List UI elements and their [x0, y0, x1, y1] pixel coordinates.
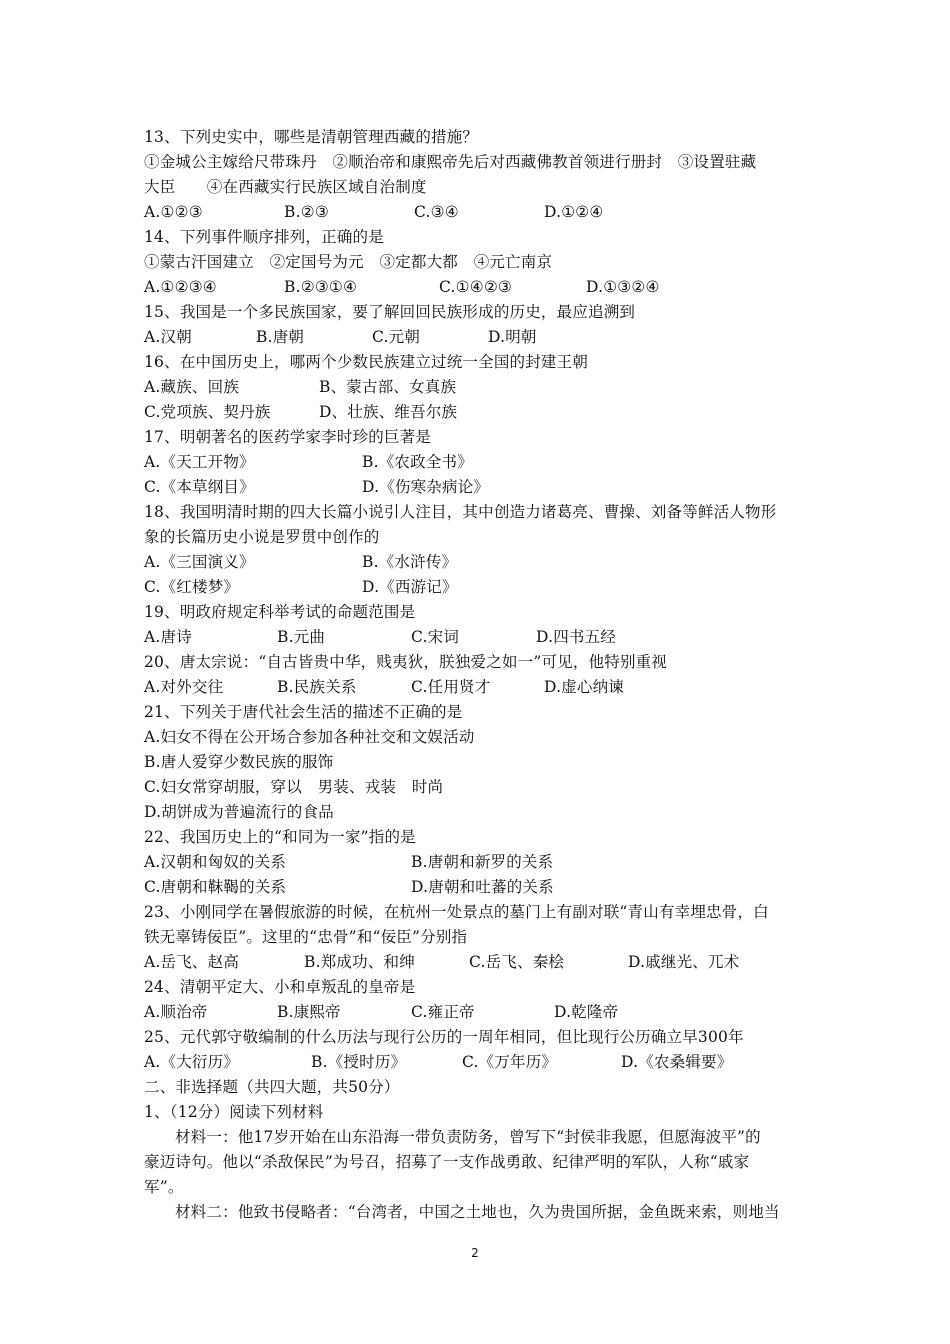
option-b: B.《授时历》 [311, 1053, 407, 1071]
question-19-options [144, 625, 814, 650]
option-a: A.汉朝 [144, 328, 192, 346]
option-b: B.元曲 [277, 628, 326, 646]
option-d: D.虚心纳谏 [544, 678, 625, 696]
option-a: A.《大衍历》 [144, 1053, 240, 1071]
question-18-options-row1 [144, 550, 814, 575]
option-b: B.唐人爱穿少数民族的服饰 [144, 753, 334, 771]
question-16-options-row2 [144, 400, 814, 425]
option-a: A.①②③ [144, 203, 203, 221]
option-b: B.康熙帝 [277, 1003, 341, 1021]
question-23-stem: 23、小刚同学在暑假旅游的时候，在杭州一处景点的墓门上有副对联“青山有幸埋忠骨，白 [144, 903, 769, 921]
option-a: A.岳飞、赵高 [144, 953, 240, 971]
question-22-options-row2 [144, 875, 814, 900]
question-24-options [144, 1000, 814, 1025]
option-a: A.顺治帝 [144, 1003, 208, 1021]
question-19-stem: 19、明政府规定科举考试的命题范围是 [144, 603, 416, 621]
option-c: C.①④②③ [439, 278, 513, 296]
option-b: B.唐朝和新罗的关系 [411, 853, 554, 871]
option-a: A.妇女不得在公开场合参加各种社交和文娱活动 [144, 728, 475, 746]
option-b: B.②③①④ [284, 278, 358, 296]
question-14-items: ①蒙古汗国建立 ②定国号为元 ③定都大都 ④元亡南京 [144, 253, 553, 271]
option-a: A.唐诗 [144, 628, 192, 646]
question-15-stem: 15、我国是一个多民族国家，要了解回回民族形成的历史，最应追溯到 [144, 303, 636, 321]
page-content [144, 125, 814, 1225]
option-d: D.胡饼成为普遍流行的食品 [144, 803, 334, 821]
option-d: D.乾隆帝 [554, 1003, 619, 1021]
page-number: 2 [471, 1246, 479, 1260]
option-b: B.唐朝 [256, 328, 305, 346]
question-13-items: ①金城公主嫁给尺带珠丹 ②顺治帝和康熙帝先后对西藏佛教首领进行册封 ③设置驻藏 [144, 153, 757, 171]
option-d: D.①③②④ [586, 278, 660, 296]
question-17-options-row2 [144, 475, 814, 500]
option-a: A.《三国演义》 [144, 553, 255, 571]
question-1-title: 1、（12分）阅读下列材料 [144, 1103, 324, 1121]
option-b: B.民族关系 [277, 678, 357, 696]
option-d: D.《伤寒杂病论》 [362, 478, 490, 496]
option-d: D.《农桑辑要》 [621, 1053, 733, 1071]
option-c: C.③④ [414, 203, 459, 221]
option-a: A.《天工开物》 [144, 453, 255, 471]
option-a: A.藏族、回族 [144, 378, 240, 396]
option-b: B.郑成功、和绅 [304, 953, 415, 971]
option-d: D.唐朝和吐蕃的关系 [411, 878, 554, 896]
option-c: C.《本草纲目》 [144, 478, 255, 496]
question-13-items-cont: 大臣 ④在西藏实行民族区域自治制度 [144, 178, 427, 196]
question-16-stem: 16、在中国历史上，哪两个少数民族建立过统一全国的封建王朝 [144, 353, 589, 371]
option-c: C.《红楼梦》 [144, 578, 240, 596]
option-c: C.党项族、契丹族 [144, 403, 271, 421]
material-1: 材料一：他17岁开始在山东沿海一带负责防务，曾写下“封侯非我愿，但愿海波平”的 [175, 1128, 761, 1146]
question-23-options [144, 950, 814, 975]
question-25-stem: 25、元代郭守敬编制的什么历法与现行公历的一周年相同，但比现行公历确立早300年 [144, 1028, 744, 1046]
question-20-options [144, 675, 814, 700]
question-13-options [144, 200, 814, 225]
question-18-options-row2 [144, 575, 814, 600]
option-c: C.唐朝和靺鞨的关系 [144, 878, 287, 896]
question-17-options-row1 [144, 450, 814, 475]
option-b: B.《水浒传》 [362, 553, 458, 571]
section-heading: 二、非选择题（共四大题，共50分） [144, 1078, 400, 1096]
option-a: A.汉朝和匈奴的关系 [144, 853, 287, 871]
option-a: A.对外交往 [144, 678, 224, 696]
option-a: A.①②③④ [144, 278, 217, 296]
question-13-stem: 13、下列史实中，哪些是清朝管理西藏的措施？ [144, 128, 479, 146]
option-d: D.《西游记》 [362, 578, 458, 596]
question-18-stem-cont: 象的长篇历史小说是罗贯中创作的 [144, 528, 380, 546]
question-14-stem: 14、下列事件顺序排列，正确的是 [144, 228, 384, 246]
option-c: C.《万年历》 [462, 1053, 558, 1071]
option-d: D.①②④ [544, 203, 604, 221]
question-18-stem: 18、我国明清时期的四大长篇小说引人注目，其中创造力诸葛亮、曹操、刘备等鲜活人物形 [144, 503, 777, 521]
question-16-options-row1 [144, 375, 814, 400]
question-20-stem: 20、唐太宗说：“自古皆贵中华，贱夷狄，朕独爱之如一”可见，他特别重视 [144, 653, 668, 671]
option-d: D.四书五经 [536, 628, 617, 646]
option-b: B.《农政全书》 [362, 453, 473, 471]
question-22-stem: 22、我国历史上的“和同为一家”指的是 [144, 828, 416, 846]
option-b: B.②③ [284, 203, 329, 221]
option-d: D、壮族、维吾尔族 [319, 403, 458, 421]
option-d: D.明朝 [488, 328, 537, 346]
question-21-stem: 21、下列关于唐代社会生活的描述不正确的是 [144, 703, 463, 721]
question-15-options [144, 325, 814, 350]
material-1-end: 军”。 [144, 1178, 184, 1196]
question-14-options [144, 275, 814, 300]
question-22-options-row1 [144, 850, 814, 875]
question-25-options [144, 1050, 814, 1075]
option-c: C.雍正帝 [411, 1003, 475, 1021]
option-b: B、蒙古部、女真族 [319, 378, 457, 396]
option-c: C.任用贤才 [411, 678, 491, 696]
option-c: C.岳飞、秦桧 [469, 953, 565, 971]
option-d: D.戚继光、兀术 [628, 953, 740, 971]
question-23-stem-cont: 铁无辜铸佞臣”。这里的“忠骨”和“佞臣”分别指 [144, 928, 468, 946]
material-1-cont: 豪迈诗句。他以“杀敌保民”为号召，招募了一支作战勇敢、纪律严明的军队，人称“戚家 [144, 1153, 750, 1171]
material-2: 材料二：他致书侵略者：“台湾者，中国之土地也，久为贵国所据，金鱼既来索，则地当 [175, 1203, 780, 1221]
option-c: C.妇女常穿胡服，穿以 男装、戎装 时尚 [144, 778, 444, 796]
question-17-stem: 17、明朝著名的医药学家李时珍的巨著是 [144, 428, 432, 446]
question-24-stem: 24、清朝平定大、小和卓叛乱的皇帝是 [144, 978, 416, 996]
option-c: C.元朝 [372, 328, 421, 346]
option-c: C.宋词 [411, 628, 460, 646]
